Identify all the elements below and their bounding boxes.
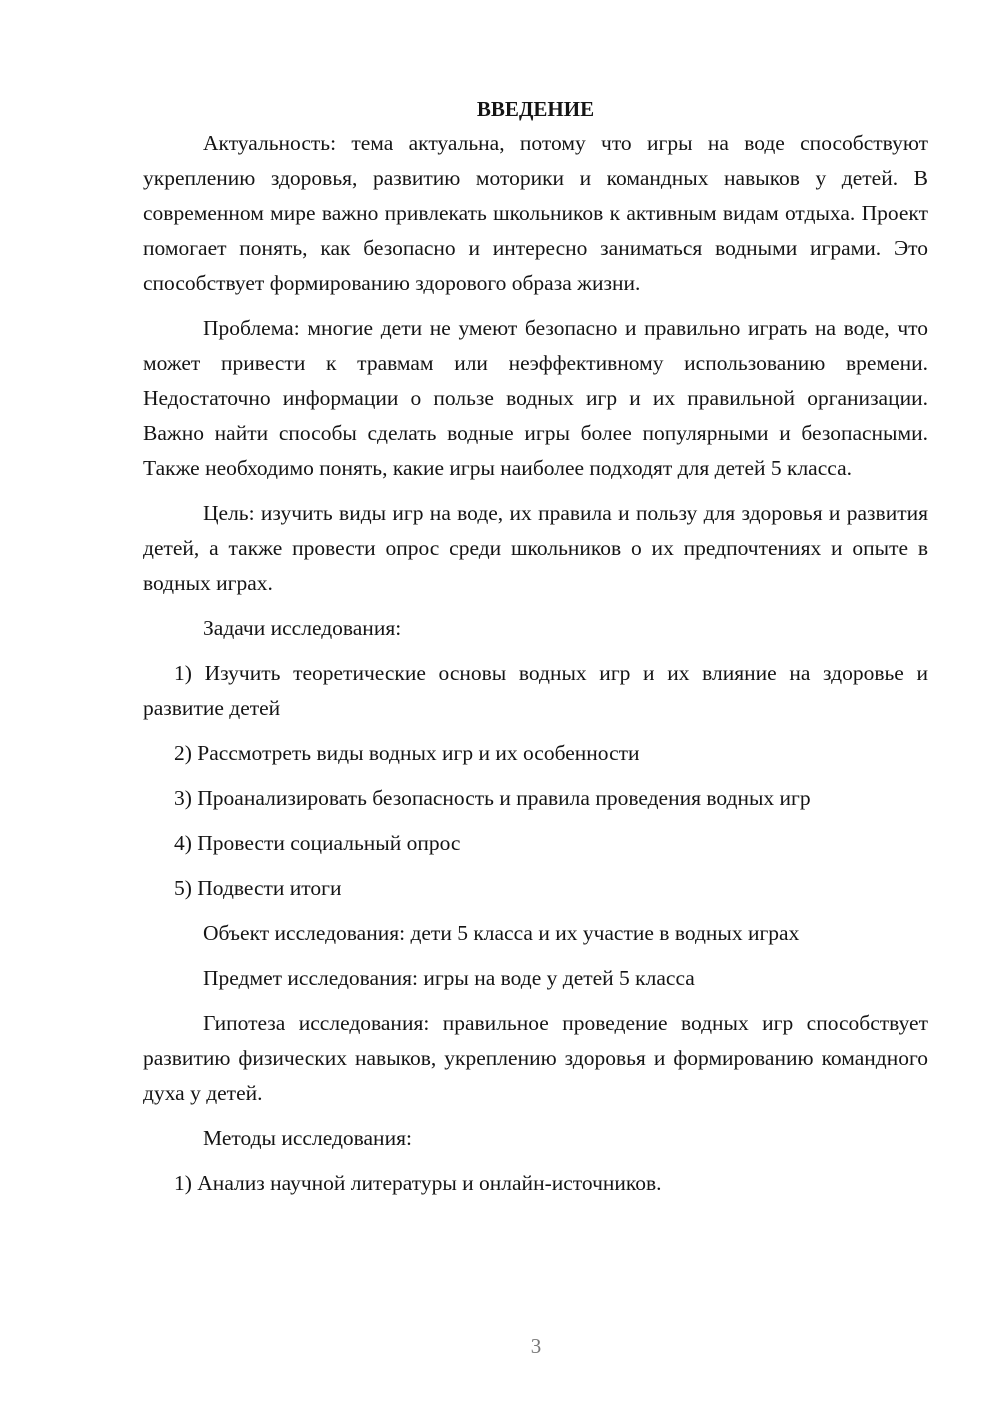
task-item-1: 1) Изучить теоретические основы водных игр и их влияние на здоровье и развитие детей: [143, 661, 928, 720]
hypothesis-paragraph: Гипотеза исследования: правильное проведение водных игр способствует развитию физических навыков, укреплению здоровья и формированию командного духа у детей.: [143, 1011, 928, 1105]
task-item-3: 3) Проанализировать безопасность и правила проведения водных игр: [174, 786, 811, 810]
relevance-paragraph: Актуальность: тема актуальна, потому что игры на воде способствуют укреплению здоровья, развитию моторики и командных навыков у детей. В современном мире важно привлекать школьников к активным видам отдыха. Проект помогает понять, как безопасно и интересно заниматься водными играми. Это способствует формированию здорового образа жизни.: [143, 131, 928, 295]
problem-paragraph: Проблема: многие дети не умеют безопасно и правильно играть на воде, что может привести к травмам или неэффективному использованию времени. Недостаточно информации о пользе водных игр и их правильной организации. Важно найти способы сделать водные игры более популярными и безопасными. Также необходимо понять, какие игры наиболее подходят для детей 5 класса.: [143, 316, 928, 480]
tasks-title: Задачи исследования:: [203, 616, 402, 640]
task-item-2: 2) Рассмотреть виды водных игр и их особенности: [174, 741, 640, 765]
object-paragraph: Объект исследования: дети 5 класса и их участие в водных играх: [203, 921, 800, 945]
method-item-1: 1) Анализ научной литературы и онлайн-источников.: [174, 1171, 662, 1195]
section-heading: ВВЕДЕНИЕ: [476, 97, 595, 121]
goal-paragraph: Цель: изучить виды игр на воде, их правила и пользу для здоровья и развития детей, а также провести опрос среди школьников о их предпочтениях и опыте в водных играх.: [143, 501, 928, 595]
page-content: [143, 92, 928, 1201]
task-item-5: 5) Подвести итоги: [174, 876, 342, 900]
task-item-4: 4) Провести социальный опрос: [174, 831, 461, 855]
subject-paragraph: Предмет исследования: игры на воде у детей 5 класса: [203, 966, 695, 990]
page-number: 3: [530, 1334, 542, 1358]
methods-title: Методы исследования:: [203, 1126, 412, 1150]
